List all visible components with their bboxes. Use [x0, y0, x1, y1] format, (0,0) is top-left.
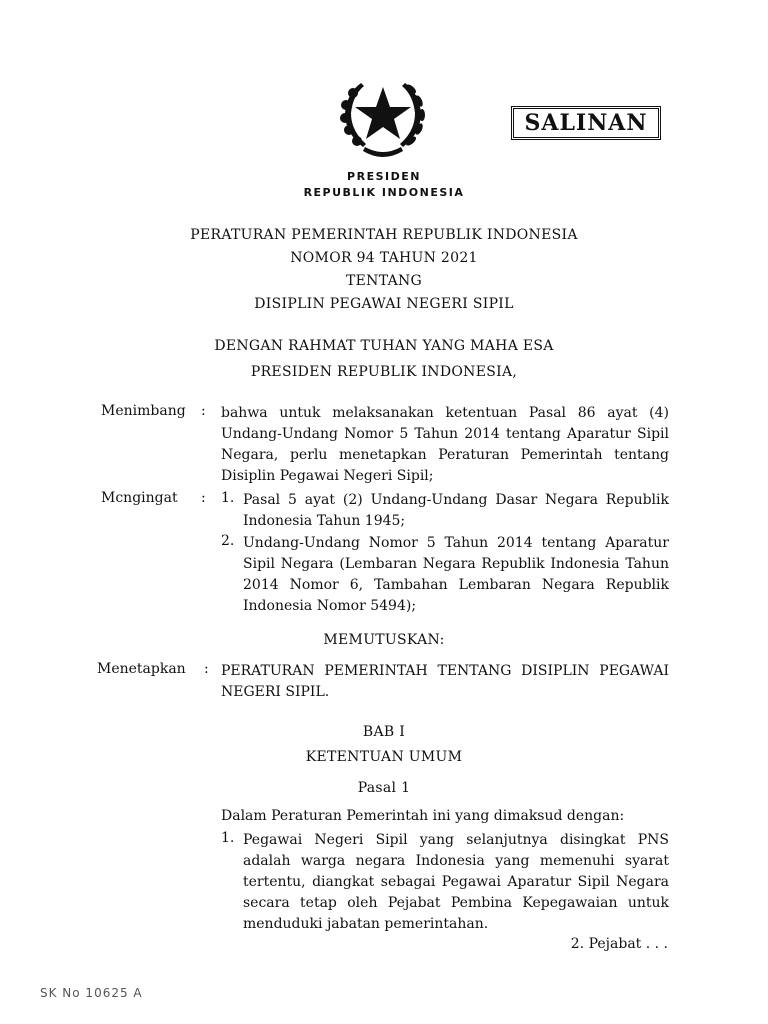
opening-line-2: PRESIDEN REPUBLIK INDONESIA, [250, 364, 518, 380]
menetapkan-text [221, 661, 669, 703]
menimbang-text [221, 403, 669, 487]
definition-number: 1. [221, 830, 235, 846]
menimbang-colon: : [201, 403, 206, 419]
definition-line: tertentu, diangkat sebagai Pegawai Aparatur Sipil Negara [243, 874, 669, 890]
next-page-reference: 2. Pejabat . . . [570, 936, 668, 952]
menetapkan-line: NEGERI SIPIL. [221, 684, 330, 700]
salinan-stamp: SALINAN [511, 106, 661, 140]
mengingat-line: Undang-Undang Nomor 5 Tahun 2014 tentang Aparatur [243, 535, 669, 551]
menimbang-line: Negara, perlu menetapkan Peraturan Pemerintah tentang [221, 447, 669, 463]
definition-1 [243, 830, 669, 935]
definition-line: adalah warga negara Indonesia yang memenuhi syarat [243, 853, 669, 869]
office-subtitle: REPUBLIK INDONESIA [303, 186, 465, 199]
menimbang-label: Menimbang [101, 403, 186, 419]
pasal-intro [221, 806, 669, 827]
pasal-heading: Pasal 1 [357, 780, 411, 796]
mengingat-line: Pasal 5 ayat (2) Undang-Undang Dasar Negara Republik [243, 492, 669, 508]
menetapkan-line: PERATURAN PEMERINTAH TENTANG DISIPLIN PEGAWAI [221, 663, 669, 679]
mengingat-line: Sipil Negara (Lembaran Negara Republik Indonesia Tahun [243, 556, 669, 572]
mengingat-line: Indonesia Nomor 5494); [243, 598, 417, 614]
mengingat-item-2 [243, 533, 669, 617]
pasal-intro-text: Dalam Peraturan Pemerintah ini yang dimaksud dengan: [221, 808, 625, 824]
menimbang-line: bahwa untuk melaksanakan ketentuan Pasal 86 ayat (4) [221, 405, 669, 421]
menetapkan-colon: : [204, 661, 209, 677]
menetapkan-label: Menetapkan [97, 661, 186, 677]
regulation-tentang: TENTANG [345, 273, 423, 289]
definition-line: Pegawai Negeri Sipil yang selanjutnya disingkat PNS [243, 832, 669, 848]
mengingat-line: Indonesia Tahun 1945; [243, 513, 406, 529]
mengingat-item-number: 1. [221, 490, 235, 506]
mengingat-colon: : [201, 490, 206, 506]
definition-line: menduduki jabatan pemerintahan. [243, 916, 489, 932]
mengingat-label: Mcngingat [101, 490, 178, 506]
regulation-subject: DISIPLIN PEGAWAI NEGERI SIPIL [254, 296, 514, 312]
bab-number: BAB I [362, 724, 406, 740]
regulation-number: NOMOR 94 TAHUN 2021 [290, 250, 478, 266]
definition-line: secara tetap oleh Pejabat Pembina Kepegawaian untuk [243, 895, 669, 911]
menimbang-line: Undang-Undang Nomor 5 Tahun 2014 tentang Aparatur Sipil [221, 426, 669, 442]
presidential-emblem-icon [331, 67, 435, 163]
memutuskan-heading: MEMUTUSKAN: [323, 632, 445, 648]
office-title: PRESIDEN [347, 170, 421, 183]
footer-code: SK No 10625 A [40, 986, 143, 1000]
regulation-title: PERATURAN PEMERINTAH REPUBLIK INDONESIA [190, 227, 578, 243]
menimbang-line: Disiplin Pegawai Negeri Sipil; [221, 468, 434, 484]
mengingat-item-1 [243, 490, 669, 532]
bab-title: KETENTUAN UMUM [305, 749, 463, 765]
mengingat-line: 2014 Nomor 6, Tambahan Lembaran Negara Republik [243, 577, 669, 593]
mengingat-item-number: 2. [221, 533, 235, 549]
opening-line-1: DENGAN RAHMAT TUHAN YANG MAHA ESA [214, 338, 554, 354]
